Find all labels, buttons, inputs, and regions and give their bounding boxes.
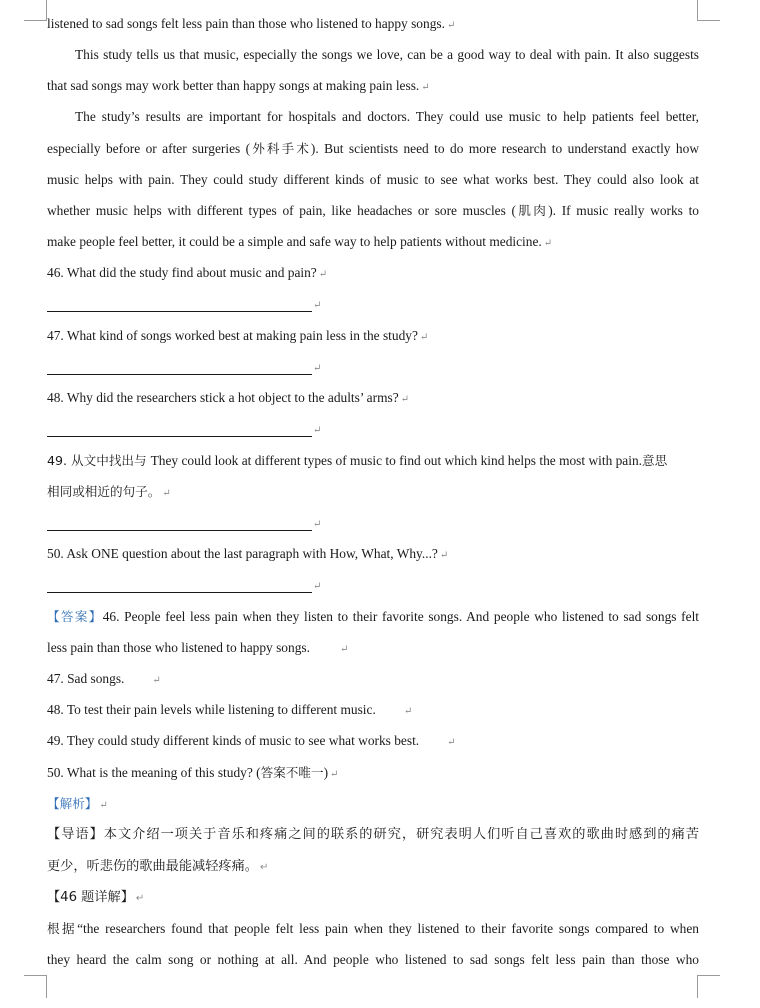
guide-line: 【导语】本文介绍一项关于音乐和疼痛之间的联系的研究，研究表明人们听自己喜欢的歌曲时感到的痛苦	[47, 827, 699, 842]
passage-line: This study tells us that music, especially the songs we love, can be a good way to deal with pain. It also suggests	[75, 47, 699, 62]
question-49: 49. 从文中找出与 They could look at different types of music to find out which kind helps the most with pain.意思	[47, 453, 668, 468]
question-48: 48. Why did the researchers stick a hot object to the adults’ arms? ↵	[47, 390, 410, 405]
detail-line: 根据“the researchers found that people felt less pain when they listened to their favorite songs compared to when	[47, 921, 699, 936]
question-47: 47. What kind of songs worked best at making pain less in the study? ↵	[47, 328, 429, 343]
passage-line: listened to sad songs felt less pain than those who listened to happy songs. ↵	[47, 16, 456, 31]
answer-blank-50[interactable]	[47, 592, 312, 593]
analysis-heading: 【解析】 ↵	[47, 796, 108, 811]
passage-line: that sad songs may work better than happy songs at making pain less. ↵	[47, 78, 430, 93]
paragraph-mark: ↵	[313, 363, 322, 374]
passage-line: The study’s results are important for hospitals and doctors. They could use music to help patients feel better,	[75, 109, 699, 124]
answer-blank-46[interactable]	[47, 311, 312, 312]
passage-line: whether music helps with different types of pain, like headaches or sore muscles (肌肉). If music really works to	[47, 203, 699, 218]
question-50: 50. Ask ONE question about the last paragraph with How, What, Why...? ↵	[47, 546, 449, 561]
question-49-continued: 相同或相近的句子。 ↵	[47, 484, 171, 499]
crop-mark-top-right	[697, 0, 720, 21]
answer-46: 【答案】46. People feel less pain when they listen to their favorite songs. And people who listened to sad songs felt	[47, 609, 700, 624]
crop-mark-bottom-right	[697, 975, 720, 998]
passage-line: especially before or after surgeries (外科手术). But scientists need to do more research to understand exactly how	[47, 141, 699, 156]
crop-mark-bottom-left	[24, 975, 47, 998]
answer-48: 48. To test their pain levels while listening to different music. ↵	[47, 702, 413, 717]
answer-tag: 【答案】	[47, 609, 103, 624]
question-46: 46. What did the study find about music and pain? ↵	[47, 265, 328, 280]
answer-49: 49. They could study different kinds of music to see what works best. ↵	[47, 733, 456, 748]
detail-heading: 【46 题详解】 ↵	[47, 890, 145, 905]
answer-blank-49[interactable]	[47, 530, 312, 531]
passage-line: make people feel better, it could be a simple and safe way to help patients without medicine. ↵	[47, 234, 553, 249]
detail-line: they heard the calm song or nothing at all. And people who listened to sad songs felt less pain than those who	[47, 952, 699, 967]
answer-47: 47. Sad songs. ↵	[47, 671, 161, 686]
answer-blank-47[interactable]	[47, 374, 312, 375]
crop-mark-top-left	[24, 0, 47, 21]
paragraph-mark: ↵	[313, 300, 322, 311]
paragraph-mark: ↵	[313, 519, 322, 530]
paragraph-mark: ↵	[313, 425, 322, 436]
answer-46-continued: less pain than those who listened to happy songs. ↵	[47, 640, 349, 655]
paragraph-mark: ↵	[313, 581, 322, 592]
passage-line: music helps with pain. They could study different kinds of music to see what works best. They could also look at	[47, 172, 699, 187]
answer-50: 50. What is the meaning of this study? (答案不唯一) ↵	[47, 765, 339, 780]
answer-blank-48[interactable]	[47, 436, 312, 437]
guide-line: 更少，听悲伤的歌曲最能减轻疼痛。 ↵	[47, 859, 269, 874]
